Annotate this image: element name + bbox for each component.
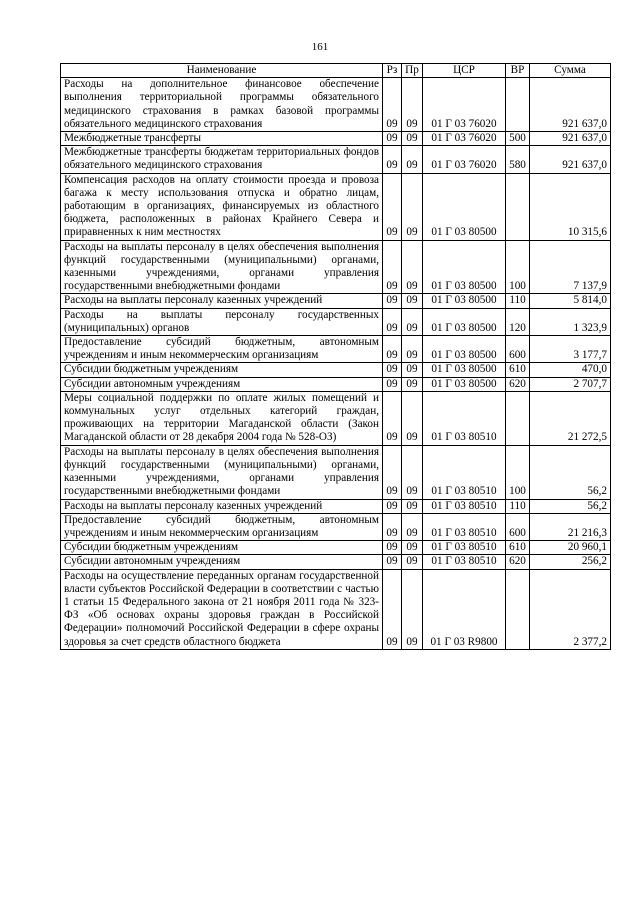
row-sum: 5 814,0	[530, 294, 611, 308]
table-row	[61, 78, 611, 132]
table-header	[61, 64, 611, 78]
row-csr: 01 Г 03 76020	[423, 146, 506, 173]
row-sum: 3 177,7	[530, 336, 611, 363]
table-row	[61, 499, 611, 513]
row-pr: 09	[402, 78, 423, 132]
row-pr: 09	[402, 569, 423, 649]
row-csr: 01 Г 03 80500	[423, 377, 506, 391]
row-vr	[506, 391, 530, 445]
row-name: Субсидии автономным учреждениям	[61, 555, 383, 569]
row-vr: 110	[506, 499, 530, 513]
header-name: Наименование	[61, 64, 383, 78]
row-rz: 09	[383, 513, 402, 540]
row-csr: 01 Г 03 76020	[423, 78, 506, 132]
row-vr: 500	[506, 132, 530, 146]
table-row	[61, 294, 611, 308]
row-csr: 01 Г 03 76020	[423, 132, 506, 146]
row-csr: 01 Г 03 80500	[423, 294, 506, 308]
row-pr: 09	[402, 146, 423, 173]
table-row	[61, 377, 611, 391]
row-name: Расходы на выплаты персоналу государственных (муниципальных) органов	[61, 308, 383, 335]
table-row	[61, 391, 611, 445]
row-sum: 10 315,6	[530, 173, 611, 240]
row-rz: 09	[383, 541, 402, 555]
row-csr: 01 Г 03 80510	[423, 391, 506, 445]
row-sum: 470,0	[530, 363, 611, 377]
row-pr: 09	[402, 513, 423, 540]
row-name: Субсидии бюджетным учреждениям	[61, 541, 383, 555]
row-pr: 09	[402, 391, 423, 445]
row-pr: 09	[402, 240, 423, 294]
row-vr	[506, 173, 530, 240]
table-row	[61, 336, 611, 363]
row-csr: 01 Г 03 80510	[423, 499, 506, 513]
header-row	[61, 64, 611, 78]
row-pr: 09	[402, 294, 423, 308]
row-vr: 120	[506, 308, 530, 335]
row-rz: 09	[383, 336, 402, 363]
table-row	[61, 308, 611, 335]
table-row	[61, 445, 611, 499]
row-rz: 09	[383, 146, 402, 173]
row-rz: 09	[383, 499, 402, 513]
table-row	[61, 513, 611, 540]
row-name: Субсидии автономным учреждениям	[61, 377, 383, 391]
row-name: Расходы на выплаты персоналу казенных учреждений	[61, 499, 383, 513]
row-sum: 56,2	[530, 445, 611, 499]
row-name: Предоставление субсидий бюджетным, автономным учреждениям и иным некоммерческим организациям	[61, 513, 383, 540]
row-rz: 09	[383, 132, 402, 146]
row-rz: 09	[383, 377, 402, 391]
row-csr: 01 Г 03 80510	[423, 445, 506, 499]
budget-table	[60, 63, 611, 650]
row-csr: 01 Г 03 80500	[423, 173, 506, 240]
header-sum: Сумма	[530, 64, 611, 78]
table-row	[61, 569, 611, 649]
row-rz: 09	[383, 555, 402, 569]
row-name: Субсидии бюджетным учреждениям	[61, 363, 383, 377]
page-number: 161	[311, 41, 329, 53]
row-name: Предоставление субсидий бюджетным, автономным учреждениям и иным некоммерческим организациям	[61, 336, 383, 363]
row-sum: 1 323,9	[530, 308, 611, 335]
row-csr: 01 Г 03 80510	[423, 555, 506, 569]
table-row	[61, 173, 611, 240]
row-vr: 610	[506, 363, 530, 377]
row-sum: 21 216,3	[530, 513, 611, 540]
row-vr: 600	[506, 513, 530, 540]
row-vr: 110	[506, 294, 530, 308]
row-name: Расходы на осуществление переданных органам государственной власти субъектов Российской Федерации в соответствии с частью 1 статьи 15 Федерального закона от 21 ноября 2011 года № 323-ФЗ «Об основах охраны здоровья граждан в Российской Федерации» полномочий Российской Федерации в сфере охраны здоровья за счет средств областного бюджета	[61, 569, 383, 649]
row-pr: 09	[402, 555, 423, 569]
row-rz: 09	[383, 445, 402, 499]
header-pr: Пр	[402, 64, 423, 78]
row-csr: 01 Г 03 80510	[423, 541, 506, 555]
row-rz: 09	[383, 569, 402, 649]
row-sum: 256,2	[530, 555, 611, 569]
row-pr: 09	[402, 363, 423, 377]
row-rz: 09	[383, 391, 402, 445]
row-vr: 620	[506, 555, 530, 569]
row-pr: 09	[402, 541, 423, 555]
row-pr: 09	[402, 308, 423, 335]
row-vr	[506, 78, 530, 132]
row-vr: 100	[506, 240, 530, 294]
table-row	[61, 363, 611, 377]
table-row	[61, 240, 611, 294]
row-sum: 21 272,5	[530, 391, 611, 445]
row-name: Расходы на дополнительное финансовое обеспечение выполнения территориальной программы обязательного медицинского страхования в рамках базовой программы обязательного медицинского страхования	[61, 78, 383, 132]
row-csr: 01 Г 03 R9800	[423, 569, 506, 649]
row-sum: 20 960,1	[530, 541, 611, 555]
row-csr: 01 Г 03 80500	[423, 363, 506, 377]
row-sum: 921 637,0	[530, 146, 611, 173]
table-row	[61, 541, 611, 555]
row-pr: 09	[402, 445, 423, 499]
row-pr: 09	[402, 173, 423, 240]
row-csr: 01 Г 03 80500	[423, 308, 506, 335]
row-name: Расходы на выплаты персоналу в целях обеспечения выполнения функций государственными (муниципальными) органами, казенными учреждениями, органами управления государственными внебюджетными фондами	[61, 445, 383, 499]
row-sum: 2 707,7	[530, 377, 611, 391]
row-vr: 610	[506, 541, 530, 555]
row-name: Межбюджетные трансферты	[61, 132, 383, 146]
row-csr: 01 Г 03 80500	[423, 336, 506, 363]
row-csr: 01 Г 03 80500	[423, 240, 506, 294]
row-name: Расходы на выплаты персоналу казенных учреждений	[61, 294, 383, 308]
row-pr: 09	[402, 499, 423, 513]
row-rz: 09	[383, 78, 402, 132]
row-rz: 09	[383, 363, 402, 377]
header-rz: Рз	[383, 64, 402, 78]
row-rz: 09	[383, 294, 402, 308]
row-csr: 01 Г 03 80510	[423, 513, 506, 540]
row-pr: 09	[402, 377, 423, 391]
row-sum: 921 637,0	[530, 132, 611, 146]
row-sum: 7 137,9	[530, 240, 611, 294]
row-sum: 921 637,0	[530, 78, 611, 132]
row-sum: 56,2	[530, 499, 611, 513]
row-sum: 2 377,2	[530, 569, 611, 649]
row-vr: 600	[506, 336, 530, 363]
header-vr: ВР	[506, 64, 530, 78]
row-name: Компенсация расходов на оплату стоимости проезда и провоза багажа к месту использования отпуска и обратно лицам, работающим в организациях, финансируемых из областного бюджета, расположенных в районах Крайнего Севера и приравненных к ним местностях	[61, 173, 383, 240]
row-name: Меры социальной поддержки по оплате жилых помещений и коммунальных услуг отдельных категорий граждан, проживающих на территории Магаданской области (Закон Магаданской области от 28 декабря 2004 года № 528-ОЗ)	[61, 391, 383, 445]
row-vr: 100	[506, 445, 530, 499]
row-vr: 620	[506, 377, 530, 391]
row-pr: 09	[402, 336, 423, 363]
table-body	[61, 78, 611, 650]
table-row	[61, 555, 611, 569]
header-csr: ЦСР	[423, 64, 506, 78]
table-row	[61, 146, 611, 173]
table-row	[61, 132, 611, 146]
row-name: Межбюджетные трансферты бюджетам территориальных фондов обязательного медицинского страхования	[61, 146, 383, 173]
row-rz: 09	[383, 308, 402, 335]
row-rz: 09	[383, 173, 402, 240]
row-rz: 09	[383, 240, 402, 294]
row-vr: 580	[506, 146, 530, 173]
row-pr: 09	[402, 132, 423, 146]
row-name: Расходы на выплаты персоналу в целях обеспечения выполнения функций государственными (муниципальными) органами, казенными учреждениями, органами управления государственными внебюджетными фондами	[61, 240, 383, 294]
row-vr	[506, 569, 530, 649]
